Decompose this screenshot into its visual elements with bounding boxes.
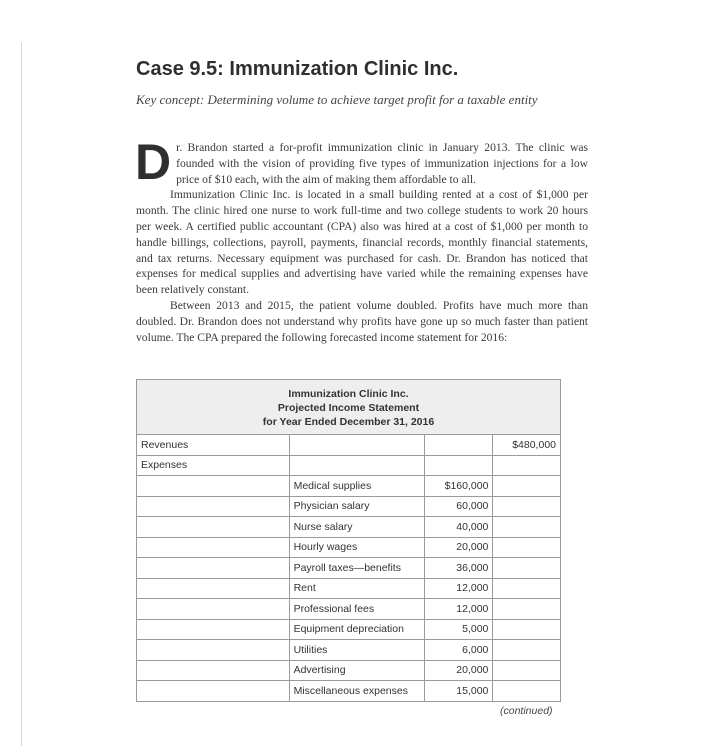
revenues-label: Revenues [137, 435, 290, 456]
case-body [135, 134, 588, 345]
expense-value: 15,000 [424, 681, 493, 702]
expense-label: Payroll taxes—benefits [289, 558, 424, 579]
expense-value: 36,000 [424, 558, 493, 579]
expense-value: 5,000 [424, 619, 493, 640]
expense-row [137, 496, 561, 517]
expense-value: 12,000 [424, 578, 493, 599]
paragraph-3: Between 2013 and 2015, the patient volume doubled. Profits have much more than doubled. Dr. Brandon does not understand why profits have gone up so much faster than patient volume. The CPA prepared the following forecasted income statement for 2016: [136, 298, 588, 344]
expense-value: 20,000 [424, 660, 493, 681]
expense-label: Advertising [289, 660, 424, 681]
expense-row [137, 476, 561, 497]
expense-label: Nurse salary [289, 517, 424, 538]
drop-cap: D [135, 134, 172, 190]
page-margin-rule [21, 42, 22, 746]
expense-label: Physician salary [289, 496, 424, 517]
expense-row [137, 640, 561, 661]
revenues-value: $480,000 [493, 435, 561, 456]
expense-value: 6,000 [424, 640, 493, 661]
expense-label: Medical supplies [289, 476, 424, 497]
expense-row [137, 537, 561, 558]
expense-row [137, 681, 561, 702]
expense-row [137, 517, 561, 538]
expense-label: Hourly wages [289, 537, 424, 558]
paragraph-1 [135, 134, 588, 190]
expense-row [137, 578, 561, 599]
expense-label: Equipment depreciation [289, 619, 424, 640]
expense-value: 20,000 [424, 537, 493, 558]
expense-label: Professional fees [289, 599, 424, 620]
expense-value: 60,000 [424, 496, 493, 517]
expense-label: Rent [289, 578, 424, 599]
expense-row [137, 619, 561, 640]
expense-row [137, 660, 561, 681]
expense-row [137, 558, 561, 579]
income-statement-table [136, 379, 561, 702]
case-title: Case 9.5: Immunization Clinic Inc. [136, 58, 459, 80]
continued-note: (continued) [500, 705, 553, 717]
heading-statement: Projected Income Statement [277, 402, 420, 414]
paragraph-2: Immunization Clinic Inc. is located in a small building rented at a cost of $1,000 per month. The clinic hired one nurse to work full-time and two college students to work 20 hours per week. A certified public accountant (CPA) also was hired at a cost of $1,000 per month to handle billings, collections, payroll, payments, financial records, monthly financial statements, and tax returns. Necessary equipment was purchased for cash. Dr. Brandon has noticed that expenses for medical supplies and advertising have varied while the remaining expenses have been relatively constant. [136, 188, 588, 297]
expense-label: Miscellaneous expenses [289, 681, 424, 702]
paragraph-1-text: r. Brandon started a for-profit immunization clinic in January 2013. The clinic was founded with the vision of providing five types of immunization injections for a low price of $10 each, with the aim of making them affordable to all. [176, 141, 588, 186]
revenues-row [137, 435, 561, 456]
statement-header-row [137, 380, 561, 435]
expense-value: 12,000 [424, 599, 493, 620]
case-subtitle: Key concept: Determining volume to achieve target profit for a taxable entity [136, 92, 538, 107]
heading-period: for Year Ended December 31, 2016 [262, 416, 435, 428]
expense-row [137, 599, 561, 620]
statement-heading [137, 380, 561, 435]
expenses-row [137, 455, 561, 476]
expense-value: 40,000 [424, 517, 493, 538]
expense-value: $160,000 [424, 476, 493, 497]
expense-label: Utilities [289, 640, 424, 661]
heading-company: Immunization Clinic Inc. [288, 388, 409, 400]
expenses-label: Expenses [137, 455, 290, 476]
